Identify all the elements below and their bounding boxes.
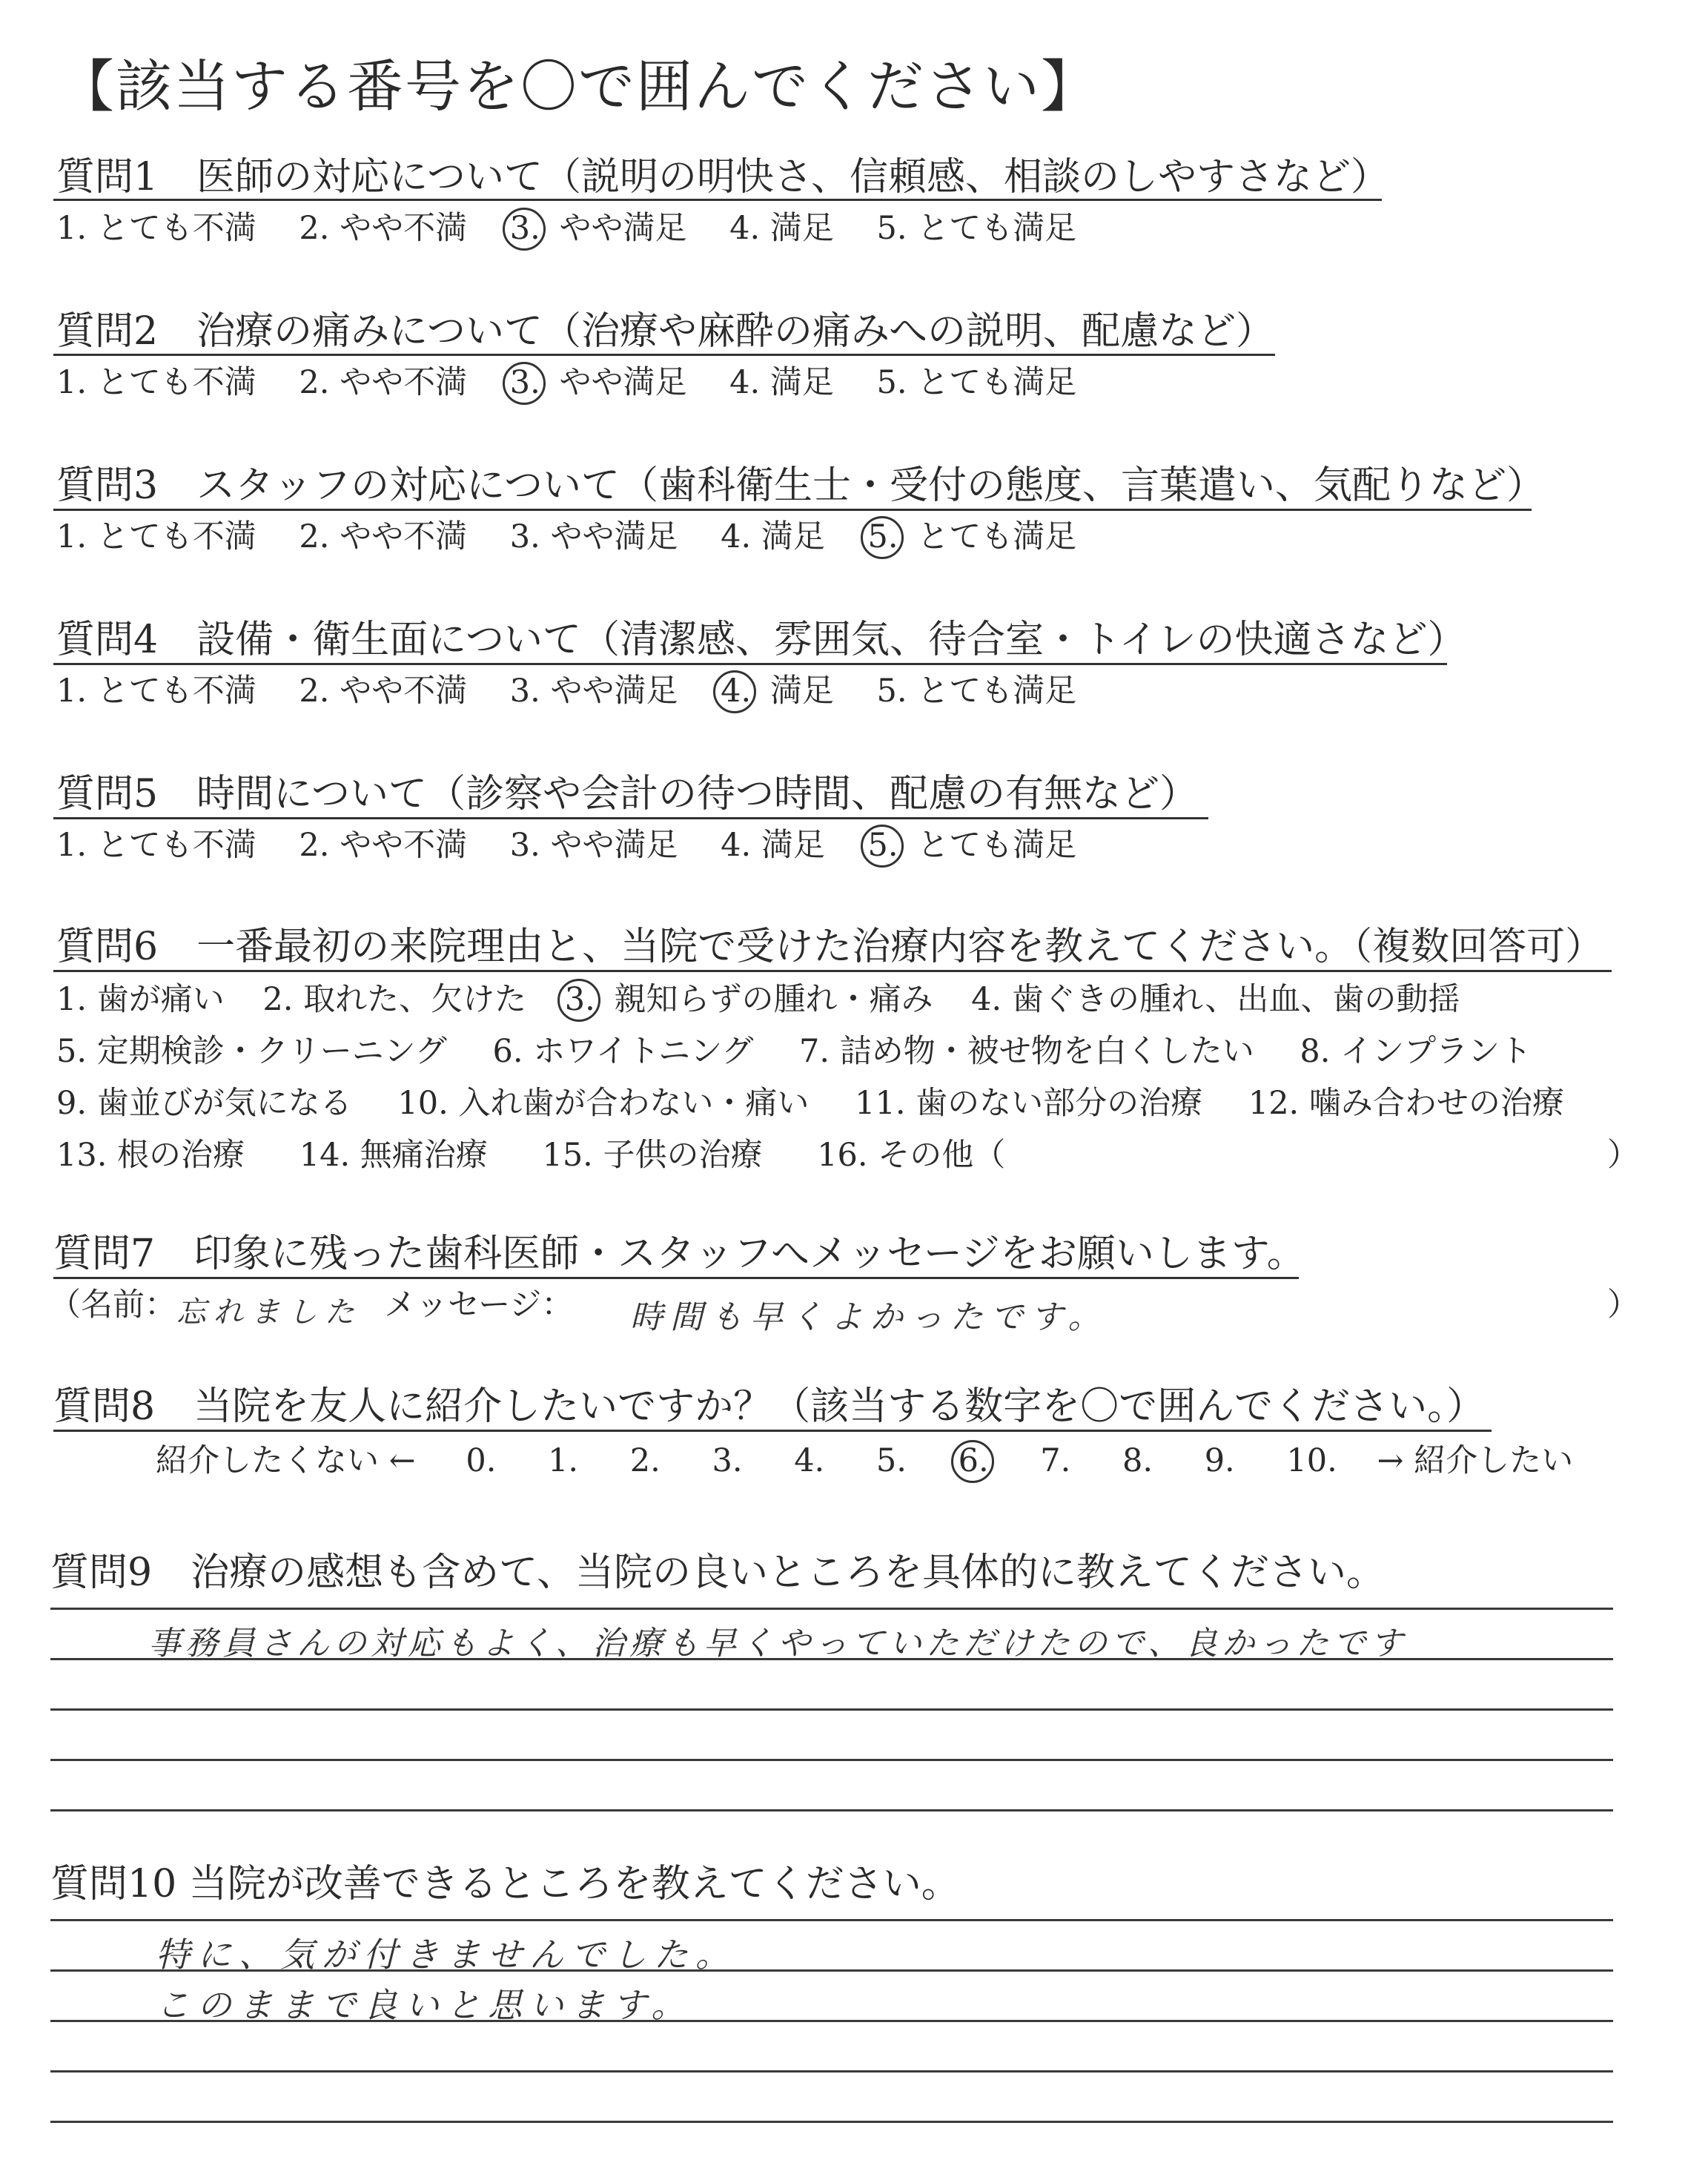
question-9-title: 質問9 治療の感想も含めて、当院の良いところを具体的に教えてください。 bbox=[50, 1550, 1386, 1595]
q4-option-1[interactable]: 1. とても不満 bbox=[56, 673, 256, 710]
q3-option-1[interactable]: 1. とても不満 bbox=[56, 518, 256, 555]
question-5-title: 質問5 時間について（診察や会計の待つ時間、配慮の有無など） bbox=[56, 772, 1199, 816]
q9-answer-line bbox=[50, 1608, 1613, 1610]
q8-score-9[interactable]: 9. bbox=[1204, 1442, 1235, 1479]
selected-mark: 6. bbox=[959, 1439, 989, 1483]
q6-option-12[interactable]: 12. 噛み合わせの治療 bbox=[1248, 1085, 1564, 1122]
q5-option-2[interactable]: 2. やや不満 bbox=[299, 827, 468, 864]
q6-option-11[interactable]: 11. 歯のない部分の治療 bbox=[855, 1085, 1203, 1122]
question-2-title: 質問2 治療の痛みについて（治療や麻酔の痛みへの説明、配慮など） bbox=[56, 309, 1275, 354]
q1-option-1[interactable]: 1. とても不満 bbox=[56, 210, 256, 247]
question-6-title: 質問6 一番最初の来院理由と、当院で受けた治療内容を教えてください。（複数回答可） bbox=[56, 925, 1604, 969]
q5-option-5-label: とても満足 bbox=[917, 827, 1077, 864]
q7-message-handwritten[interactable]: 時間も早くよかったです。 bbox=[630, 1298, 1108, 1336]
question-7-title: 質問7 印象に残った歯科医師・スタッフへメッセージをお願いします。 bbox=[53, 1232, 1305, 1276]
q6-option-14[interactable]: 14. 無痛治療 bbox=[299, 1137, 488, 1174]
q8-left-label: 紹介したくない ← bbox=[156, 1442, 416, 1479]
q7-name-label: （名前： bbox=[49, 1287, 176, 1324]
q1-option-3-label: やや満足 bbox=[559, 210, 687, 247]
q8-right-label: → 紹介したい bbox=[1377, 1442, 1574, 1479]
q1-option-4[interactable]: 4. 満足 bbox=[729, 210, 834, 247]
q7-close-paren: ） bbox=[1607, 1287, 1639, 1324]
question-6-row-2 bbox=[56, 1029, 1564, 1074]
q9-answer-line bbox=[50, 1809, 1613, 1811]
q6-other-close-paren: ） bbox=[1607, 1137, 1639, 1174]
selected-mark: 4. bbox=[721, 669, 751, 713]
q1-option-3-circled[interactable] bbox=[510, 206, 540, 251]
question-8-title: 質問8 当院を友人に紹介したいですか？（該当する数字を〇で囲んでください。） bbox=[53, 1384, 1486, 1429]
q1-option-2[interactable]: 2. やや不満 bbox=[299, 210, 468, 247]
q5-option-3[interactable]: 3. やや満足 bbox=[509, 827, 678, 864]
q2-option-3-label: やや満足 bbox=[559, 364, 687, 401]
selected-mark: 3. bbox=[565, 977, 595, 1022]
q5-option-4[interactable]: 4. 満足 bbox=[721, 827, 825, 864]
q4-option-2[interactable]: 2. やや不満 bbox=[299, 673, 468, 710]
q2-option-5[interactable]: 5. とても満足 bbox=[876, 364, 1077, 401]
question-2-underline bbox=[53, 354, 1275, 356]
q6-option-8[interactable]: 8. インプラント bbox=[1300, 1033, 1532, 1070]
selected-mark: 5. bbox=[868, 515, 898, 559]
question-10-title: 質問10 当院が改善できるところを教えてください。 bbox=[50, 1862, 960, 1906]
q5-option-5-circled[interactable] bbox=[868, 823, 898, 868]
question-7-underline bbox=[53, 1277, 1299, 1279]
selected-mark: 3. bbox=[510, 360, 540, 405]
q9-answer-line bbox=[50, 1708, 1613, 1711]
q8-score-2[interactable]: 2. bbox=[629, 1442, 661, 1479]
q2-option-3-circled[interactable] bbox=[510, 360, 540, 405]
q5-option-1[interactable]: 1. とても不満 bbox=[56, 827, 256, 864]
question-1-underline bbox=[53, 199, 1382, 201]
question-4-options bbox=[56, 669, 1109, 713]
page-header: 【該当する番号を〇で囲んでください】 bbox=[58, 53, 1099, 119]
question-1-options bbox=[56, 206, 1109, 251]
question-3-options bbox=[56, 515, 1109, 559]
q9-answer-line bbox=[50, 1759, 1613, 1761]
q6-option-1[interactable]: 1. 歯が痛い bbox=[56, 981, 225, 1018]
q6-option-9[interactable]: 9. 歯並びが気になる bbox=[56, 1085, 352, 1122]
q4-option-4-label: 満足 bbox=[769, 673, 834, 710]
q10-answer-line bbox=[50, 1969, 1613, 1972]
q6-option-3-label: 親知らずの腫れ・痛み bbox=[614, 981, 933, 1018]
q6-option-3-circled[interactable] bbox=[565, 977, 595, 1022]
q6-option-2[interactable]: 2. 取れた、欠けた bbox=[262, 981, 527, 1018]
question-3-title: 質問3 スタッフの対応について（歯科衛生士・受付の態度、言葉遣い、気配りなど） bbox=[56, 463, 1546, 508]
question-2-options bbox=[56, 360, 1109, 405]
q6-option-5[interactable]: 5. 定期検診・クリーニング bbox=[56, 1033, 447, 1070]
q10-answer-handwritten-line-1[interactable]: 特に、気が付きませんでした。 bbox=[156, 1935, 737, 1975]
q3-option-5-label: とても満足 bbox=[917, 518, 1077, 555]
q7-name-handwritten[interactable]: 忘れました bbox=[176, 1295, 362, 1330]
q6-option-15[interactable]: 15. 子供の治療 bbox=[542, 1137, 763, 1174]
q6-option-13[interactable]: 13. 根の治療 bbox=[56, 1137, 245, 1174]
q4-option-5[interactable]: 5. とても満足 bbox=[876, 673, 1077, 710]
question-4-title: 質問4 設備・衛生面について（清潔感、雰囲気、待合室・トイレの快適さなど） bbox=[56, 618, 1466, 662]
q8-score-8[interactable]: 8. bbox=[1122, 1442, 1153, 1479]
question-6-underline bbox=[53, 970, 1612, 972]
q6-option-4[interactable]: 4. 歯ぐきの腫れ、出血、歯の動揺 bbox=[971, 981, 1460, 1018]
q8-score-5[interactable]: 5. bbox=[875, 1442, 907, 1479]
question-1-title: 質問1 医師の対応について（説明の明快さ、信頼感、相談のしやすさなど） bbox=[56, 155, 1389, 199]
question-3-underline bbox=[53, 509, 1532, 511]
q8-score-6-circled[interactable] bbox=[959, 1439, 989, 1483]
question-6-row-3 bbox=[56, 1081, 1597, 1126]
q7-message-label: メッセージ： bbox=[384, 1287, 574, 1324]
q10-answer-line bbox=[50, 2121, 1613, 2123]
q2-option-4[interactable]: 4. 満足 bbox=[729, 364, 834, 401]
q6-option-10[interactable]: 10. 入れ歯が合わない・痛い bbox=[397, 1085, 810, 1122]
q8-score-7[interactable]: 7. bbox=[1040, 1442, 1071, 1479]
q3-option-5-circled[interactable] bbox=[868, 515, 898, 559]
q8-score-0[interactable]: 0. bbox=[466, 1442, 497, 1479]
q4-option-4-circled[interactable] bbox=[721, 669, 751, 713]
selected-mark: 5. bbox=[868, 823, 898, 868]
q8-scale-row bbox=[156, 1439, 1573, 1483]
q9-answer-line bbox=[50, 1658, 1613, 1660]
question-5-options bbox=[56, 823, 1109, 868]
q2-option-1[interactable]: 1. とても不満 bbox=[56, 364, 256, 401]
q2-option-2[interactable]: 2. やや不満 bbox=[299, 364, 468, 401]
q10-answer-line bbox=[50, 2020, 1613, 2022]
q8-score-4[interactable]: 4. bbox=[794, 1442, 825, 1479]
q10-answer-line bbox=[50, 2070, 1613, 2073]
q9-answer-handwritten[interactable]: 事務員さんの対応もよく、治療も早くやっていただけたので、良かったです bbox=[148, 1625, 1408, 1662]
q6-option-7[interactable]: 7. 詰め物・被せ物を白くしたい bbox=[799, 1033, 1254, 1070]
q10-answer-handwritten-line-2[interactable]: このままで良いと思います。 bbox=[156, 1985, 693, 2025]
q4-option-3[interactable]: 3. やや満足 bbox=[509, 673, 678, 710]
q3-option-2[interactable]: 2. やや不満 bbox=[299, 518, 468, 555]
q8-score-1[interactable]: 1. bbox=[548, 1442, 579, 1479]
q6-option-6[interactable]: 6. ホワイトニング bbox=[492, 1033, 754, 1070]
q8-score-10[interactable]: 10. bbox=[1286, 1442, 1337, 1479]
selected-mark: 3. bbox=[510, 206, 540, 251]
q8-score-3[interactable]: 3. bbox=[712, 1442, 743, 1479]
q3-option-4[interactable]: 4. 満足 bbox=[721, 518, 825, 555]
q1-option-5[interactable]: 5. とても満足 bbox=[876, 210, 1077, 247]
question-8-underline bbox=[53, 1430, 1492, 1432]
question-6-row-4 bbox=[56, 1133, 1038, 1178]
q6-option-16[interactable]: 16. その他（ bbox=[817, 1137, 1006, 1174]
q3-option-3[interactable]: 3. やや満足 bbox=[509, 518, 678, 555]
question-5-underline bbox=[53, 817, 1208, 819]
q10-answer-line bbox=[50, 1919, 1613, 1921]
question-6-row-1 bbox=[56, 977, 1492, 1022]
question-4-underline bbox=[53, 663, 1447, 665]
